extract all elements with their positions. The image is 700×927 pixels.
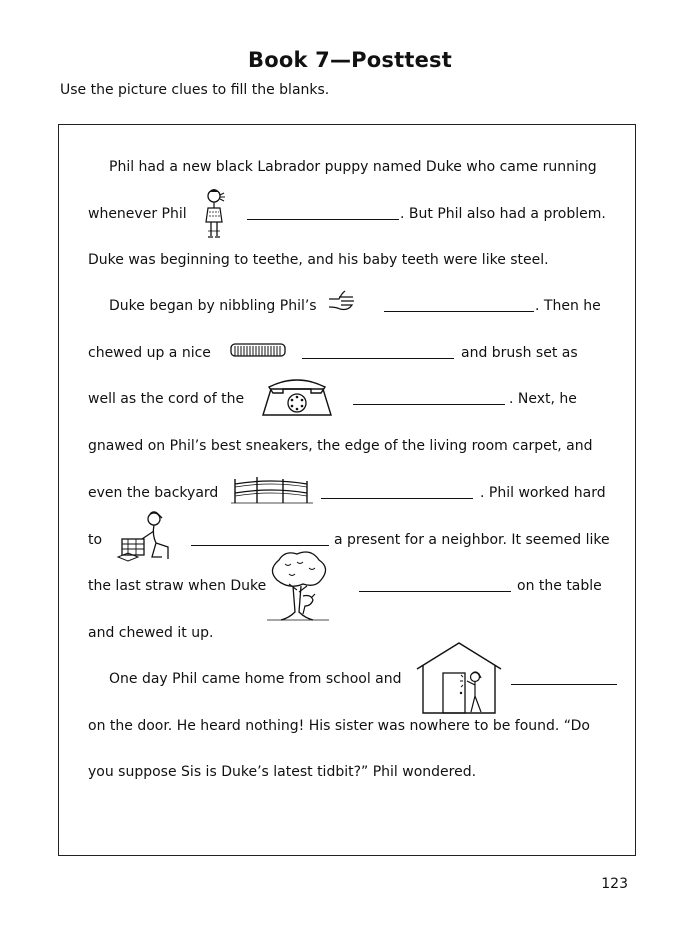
story-line: One day Phil came home from school and xyxy=(109,671,402,687)
answer-blank[interactable] xyxy=(302,358,454,359)
story-box xyxy=(58,124,636,856)
hand-icon xyxy=(327,289,357,313)
story-line: Phil had a new black Labrador puppy named Duke who came running xyxy=(109,159,597,175)
girl-wrapping-present-icon xyxy=(116,511,178,563)
story-line: chewed up a nice xyxy=(88,345,211,361)
story-line: Duke was beginning to teethe, and his baby teeth were like steel. xyxy=(88,252,549,268)
comb-icon xyxy=(229,340,287,360)
story-line: you suppose Sis is Duke’s latest tidbit?” Phil wondered. xyxy=(88,764,477,780)
answer-blank[interactable] xyxy=(321,498,473,499)
story-line: on the door. He heard nothing! His sister was nowhere to be found. “Do xyxy=(88,718,590,734)
instructions: Use the picture clues to fill the blanks. xyxy=(60,82,330,98)
whistling-girl-icon xyxy=(200,187,232,245)
story-line: . Phil worked hard xyxy=(480,485,606,501)
answer-blank[interactable] xyxy=(191,545,329,546)
answer-blank[interactable] xyxy=(353,404,505,405)
story-line: a present for a neighbor. It seemed like xyxy=(334,532,610,548)
knocking-on-door-icon xyxy=(415,639,503,715)
story-line: . But Phil also had a problem. xyxy=(400,206,606,222)
story-line: and brush set as xyxy=(461,345,578,361)
answer-blank[interactable] xyxy=(511,684,617,685)
page-number: 123 xyxy=(601,876,628,892)
story-line: to xyxy=(88,532,103,548)
story-line: the last straw when Duke xyxy=(88,578,267,594)
story-line: and chewed it up. xyxy=(88,625,214,641)
dog-climbing-tree-icon xyxy=(267,550,329,622)
story-line: Duke began by nibbling Phil’s xyxy=(109,298,317,314)
story-line: gnawed on Phil’s best sneakers, the edge of the living room carpet, and xyxy=(88,438,593,454)
story-line: whenever Phil xyxy=(88,206,187,222)
fence-icon xyxy=(231,475,313,505)
story-line: on the table xyxy=(517,578,602,594)
telephone-icon xyxy=(259,375,335,417)
answer-blank[interactable] xyxy=(384,311,534,312)
story-line: well as the cord of the xyxy=(88,391,245,407)
story-line: even the backyard xyxy=(88,485,219,501)
story-line: . Then he xyxy=(535,298,601,314)
answer-blank[interactable] xyxy=(359,591,511,592)
answer-blank[interactable] xyxy=(247,219,399,220)
story-line: . Next, he xyxy=(509,391,577,407)
page-title: Book 7—Posttest xyxy=(248,48,452,72)
